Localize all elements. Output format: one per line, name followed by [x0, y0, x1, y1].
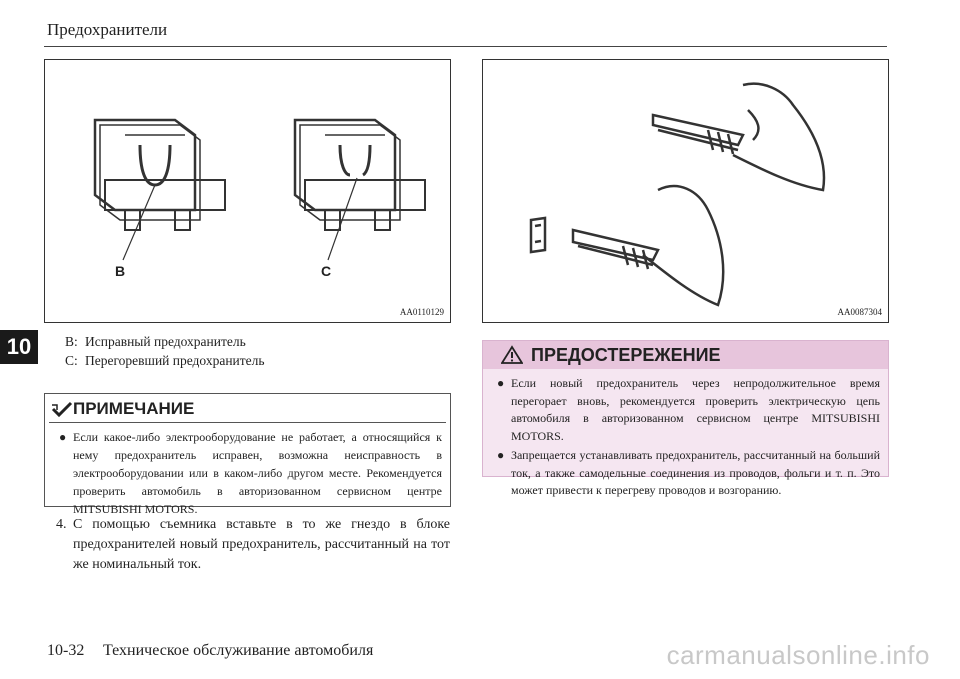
fuse-illustration	[44, 59, 451, 323]
note-item	[59, 428, 442, 518]
warning-text: Если новый предохранитель через непродолжительное время перегорает вновь, рекомендуется проверить электрическую цепь автомобиля в авторизованном сервисном центре MITSUBISHI MOTORS.	[511, 376, 880, 443]
figure-code: AA0110129	[399, 307, 444, 317]
leader-line-c	[328, 178, 357, 260]
fuse-puller-diagram	[483, 60, 888, 322]
label-b: B	[115, 263, 126, 279]
lower-hand-drawing	[643, 186, 723, 305]
leader-line-b	[123, 185, 155, 260]
note-box	[44, 393, 451, 516]
note-header	[51, 399, 194, 419]
fuse-diagram	[45, 60, 450, 322]
bullet-icon: ●	[497, 448, 505, 462]
warning-text: Запрещается устанавливать предохранитель, рассчитанный на больший ток, а также самодельные соединения из проводов, фольги и т. п. Это может привести к перегреву проводов и возгоранию.	[511, 448, 880, 497]
blown-fuse-drawing	[295, 120, 425, 230]
label-c: C	[321, 263, 332, 279]
page-number: 10-32	[47, 642, 85, 659]
warning-box	[482, 340, 889, 497]
bullet-icon: ●	[59, 430, 67, 444]
figure-code: AA0087304	[837, 307, 882, 317]
chapter-tab: 10	[0, 330, 38, 364]
lower-puller-drawing	[573, 230, 658, 269]
warning-item	[497, 375, 880, 445]
checkmark-icon	[51, 400, 73, 418]
note-text: Если какое-либо электрооборудование не работает, а относящийся к нему предохранитель исправен, возможна неисправность в электрооборудовании или в каком-либо другом месте. Рекомендуется проверить автомобиль в авторизованном сервисном центре MITSUBISHI MOTORS.	[73, 430, 442, 516]
step-text: С помощью съемника вставьте в то же гнездо в блоке предохранителей новый предохранитель, рассчитанный на тот же номинальный ток.	[73, 517, 450, 572]
watermark: carmanualsonline.info	[666, 640, 930, 670]
fuse-puller-illustration	[482, 59, 889, 323]
removed-fuse-drawing	[531, 218, 545, 252]
caption-b: B: Исправный предохранитель	[65, 334, 246, 349]
figure-captions	[65, 332, 265, 370]
step-number: 4.	[56, 517, 67, 532]
caption-c: C: Перегоревший предохранитель	[65, 353, 265, 368]
warning-item	[497, 447, 880, 500]
instruction-step	[56, 515, 450, 575]
warning-header	[483, 341, 888, 369]
page-header-title: Предохранители	[47, 20, 168, 39]
header-divider	[44, 46, 887, 47]
warning-body	[497, 375, 880, 502]
footer-title: Техническое обслуживание автомобиля	[103, 642, 374, 659]
good-fuse-drawing	[95, 120, 225, 230]
warning-triangle-icon	[501, 345, 523, 365]
note-divider	[49, 422, 446, 423]
upper-puller-drawing	[653, 115, 743, 154]
warning-title: ПРЕДОСТЕРЕЖЕНИЕ	[531, 344, 721, 365]
upper-hand-drawing	[733, 84, 824, 190]
note-title: ПРИМЕЧАНИЕ	[73, 399, 195, 418]
bullet-icon: ●	[497, 376, 505, 390]
